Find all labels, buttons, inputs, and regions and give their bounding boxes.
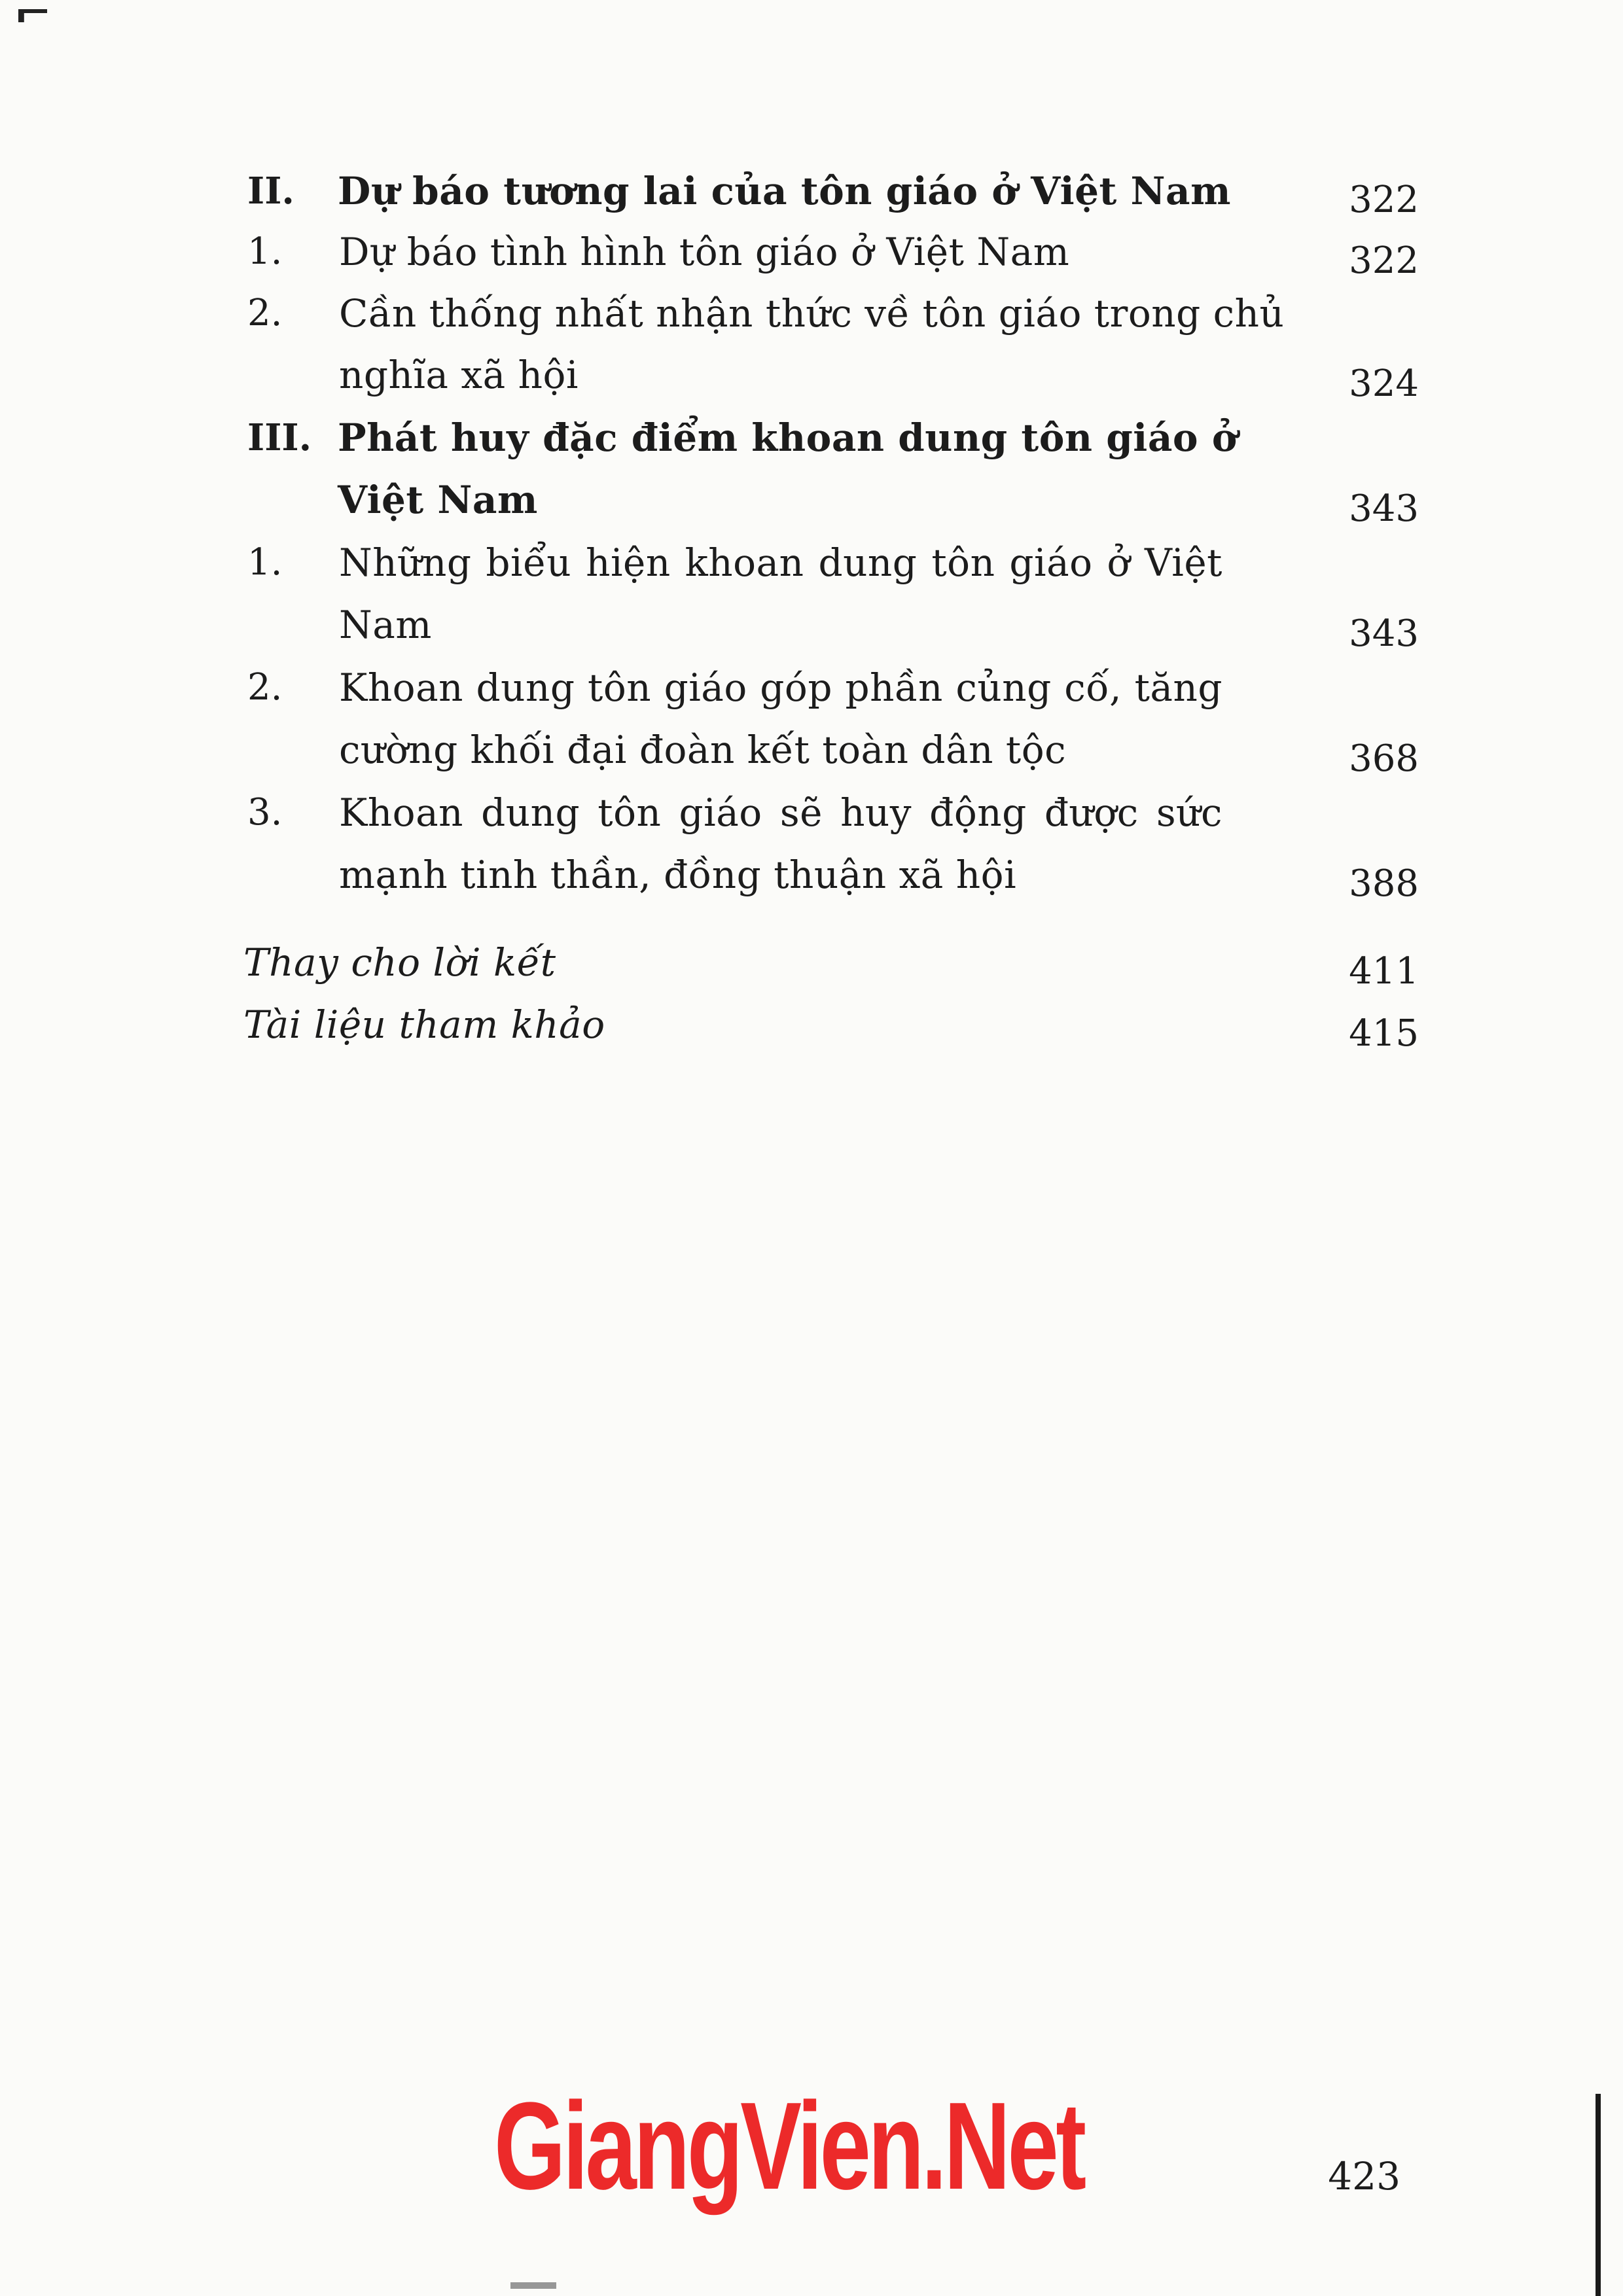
toc-entry xyxy=(0,843,1623,906)
toc-entry xyxy=(0,468,1623,531)
toc-entry xyxy=(0,656,1623,719)
toc-entry-page: 322 xyxy=(1349,179,1419,221)
toc-entry xyxy=(0,221,1623,283)
toc-entry-title: nghĩa xã hội xyxy=(339,353,579,397)
toc-entry-page: 324 xyxy=(1349,362,1419,405)
toc-entry-number: III. xyxy=(247,416,312,459)
toc-entry-title: Dự báo tình hình tôn giáo ở Việt Nam xyxy=(339,230,1070,274)
toc-entry xyxy=(0,344,1623,406)
toc-entry-page: 322 xyxy=(1349,239,1419,282)
toc-entry-number: 1. xyxy=(247,541,283,584)
toc-entry-title: Thay cho lời kết xyxy=(243,940,556,985)
scan-corner-mark xyxy=(18,9,47,22)
scan-edge-shadow xyxy=(1596,2094,1601,2296)
toc-entry-title: mạnh tinh thần, đồng thuận xã hội xyxy=(339,853,1017,897)
toc-entry-title: Khoan dung tôn giáo sẽ huy động được sức xyxy=(339,790,1222,835)
watermark-logo: GiangVien.Net xyxy=(494,2077,1084,2216)
toc-entry-title: Khoan dung tôn giáo góp phần củng cố, tăng xyxy=(339,665,1222,710)
toc-entry xyxy=(0,718,1623,781)
toc-entry xyxy=(0,931,1623,994)
toc-entry-title: Những biểu hiện khoan dung tôn giáo ở Việt xyxy=(339,540,1222,585)
toc-entry xyxy=(0,781,1623,844)
toc-entry-number: 2. xyxy=(247,292,283,334)
toc-entry-title: Dự báo tương lai của tôn giáo ở Việt Nam xyxy=(338,169,1231,213)
toc-entry xyxy=(0,282,1623,345)
scan-smudge xyxy=(510,2282,556,2289)
toc-entry xyxy=(0,593,1623,656)
toc-entry-number: II. xyxy=(247,169,294,213)
page-number: 423 xyxy=(1328,2154,1400,2199)
toc-entry-page: 343 xyxy=(1349,612,1419,655)
toc-entry xyxy=(0,160,1623,222)
toc-entry-number: 3. xyxy=(247,791,283,834)
toc-entry-page: 415 xyxy=(1349,1012,1419,1055)
toc-entry-page: 368 xyxy=(1349,737,1419,780)
toc-entry-title: Phát huy đặc điểm khoan dung tôn giáo ở xyxy=(338,415,1238,460)
toc-entry-title: cường khối đại đoàn kết toàn dân tộc xyxy=(339,728,1067,772)
toc-entry xyxy=(0,531,1623,594)
toc-entry-number: 1. xyxy=(247,230,283,273)
toc-entry-title: Cần thống nhất nhận thức về tôn giáo trong chủ xyxy=(339,291,1285,336)
toc-entry-title: Nam xyxy=(339,603,432,647)
toc-entry-title: Tài liệu tham khảo xyxy=(243,1002,605,1047)
toc-entry-number: 2. xyxy=(247,666,283,709)
toc-entry xyxy=(0,406,1623,469)
toc-entry-page: 411 xyxy=(1349,950,1419,993)
toc-entry xyxy=(0,993,1623,1056)
toc-entry-page: 388 xyxy=(1349,862,1419,905)
toc-entry-title: Việt Nam xyxy=(338,478,538,522)
toc-entry-page: 343 xyxy=(1349,487,1419,530)
